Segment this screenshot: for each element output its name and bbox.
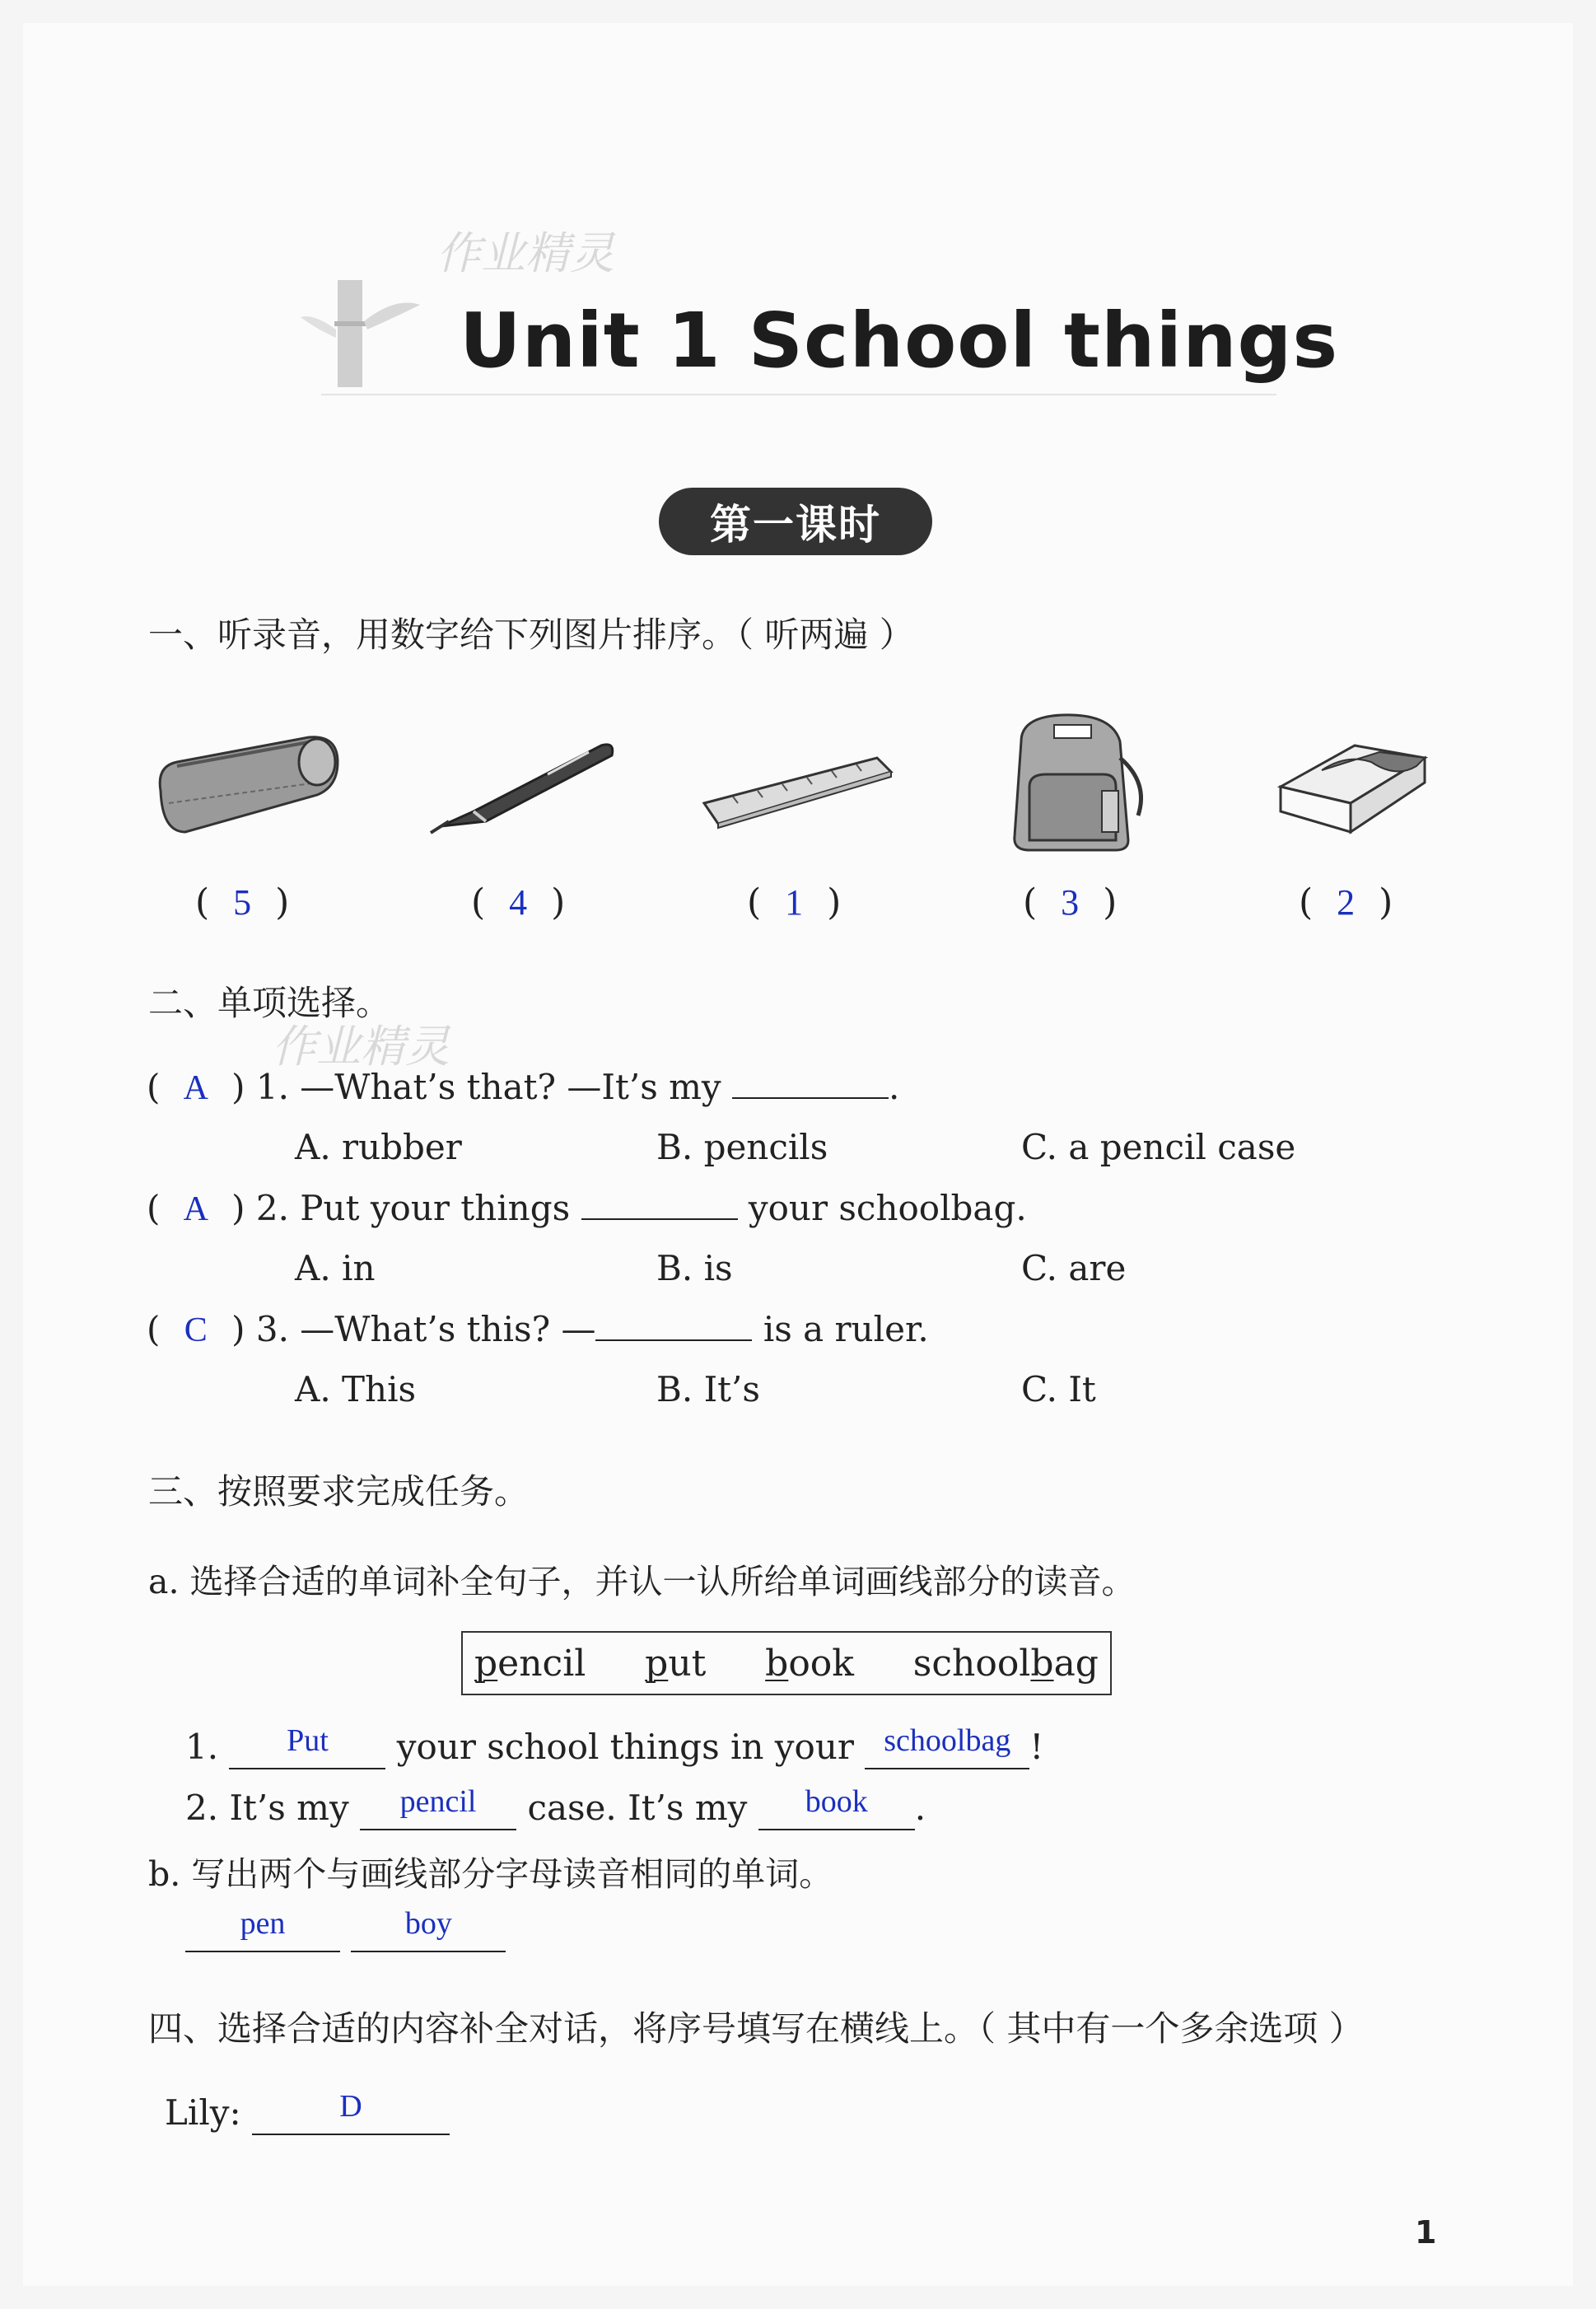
lesson-label: 第一课时 (659, 488, 932, 555)
pencil-case-icon (152, 725, 342, 840)
q1-option-b: B. pencils (656, 1127, 828, 1167)
q1-option-c: C. a pencil case (1021, 1127, 1296, 1167)
q2-option-a: A. in (295, 1248, 376, 1288)
answer-paren-3: ( 1 ) (747, 881, 842, 923)
unit-title: Unit 1 School things (460, 297, 1339, 385)
answer-paren-2: ( 4 ) (471, 881, 566, 923)
bamboo-icon (296, 272, 428, 395)
q2-option-b: B. is (656, 1248, 733, 1288)
word-book: book (765, 1642, 854, 1685)
q3-option-c: C. It (1021, 1369, 1096, 1409)
section1-heading: 一、听录音，用数字给下列图片排序。（ 听两遍 ） (148, 615, 914, 655)
pen-icon (424, 729, 622, 844)
title-divider (321, 394, 1276, 395)
section4-heading: 四、选择合适的内容补全对话，将序号填写在横线上。（ 其中有一个多余选项 ） (148, 2008, 1364, 2049)
question-3: ( C ) 3. —What’s this? — is a ruler. (147, 1309, 929, 1349)
page-number: 1 (1415, 2214, 1437, 2251)
word-box (461, 1631, 1112, 1695)
answer-paren-5: ( 2 ) (1299, 881, 1393, 923)
part-a-instruction: a. 选择合适的单词补全句子，并认一认所给单词画线部分的读音。 (148, 1562, 1136, 1601)
word-put: put (645, 1642, 707, 1685)
part-b-instruction: b. 写出两个与画线部分字母读音相同的单词。 (148, 1854, 833, 1894)
q3-option-b: B. It’s (656, 1369, 760, 1409)
fill-sentence-1: 1. Put your school things in your schoolbag ! (185, 1727, 1043, 1769)
word-schoolbag: schoolbag (912, 1642, 1099, 1685)
word-pencil: pencil (474, 1642, 586, 1685)
schoolbag-icon (996, 708, 1153, 857)
rubber-icon (1272, 729, 1437, 844)
q1-option-a: A. rubber (295, 1127, 462, 1167)
answer-paren-1: ( 5 ) (195, 881, 290, 923)
answer-paren-4: ( 3 ) (1023, 881, 1118, 923)
section3-heading: 三、按照要求完成任务。 (148, 1471, 530, 1512)
watermark: 作业精灵 (436, 227, 614, 279)
watermark-2: 作业精灵 (272, 1021, 450, 1073)
q3-option-a: A. This (295, 1369, 417, 1409)
ruler-icon (700, 746, 898, 836)
dialogue-line-lily: Lily: D (165, 2092, 450, 2135)
part-b-answers: pen boy (185, 1909, 506, 1952)
question-2: ( A ) 2. Put your things your schoolbag. (147, 1188, 1027, 1228)
section2-heading: 二、单项选择。 (148, 983, 391, 1023)
fill-sentence-2: 2. It’s my pencil case. It’s my book . (185, 1788, 926, 1830)
question-1: ( A ) 1. —What’s that? —It’s my . (147, 1067, 900, 1107)
q2-option-c: C. are (1021, 1248, 1127, 1288)
